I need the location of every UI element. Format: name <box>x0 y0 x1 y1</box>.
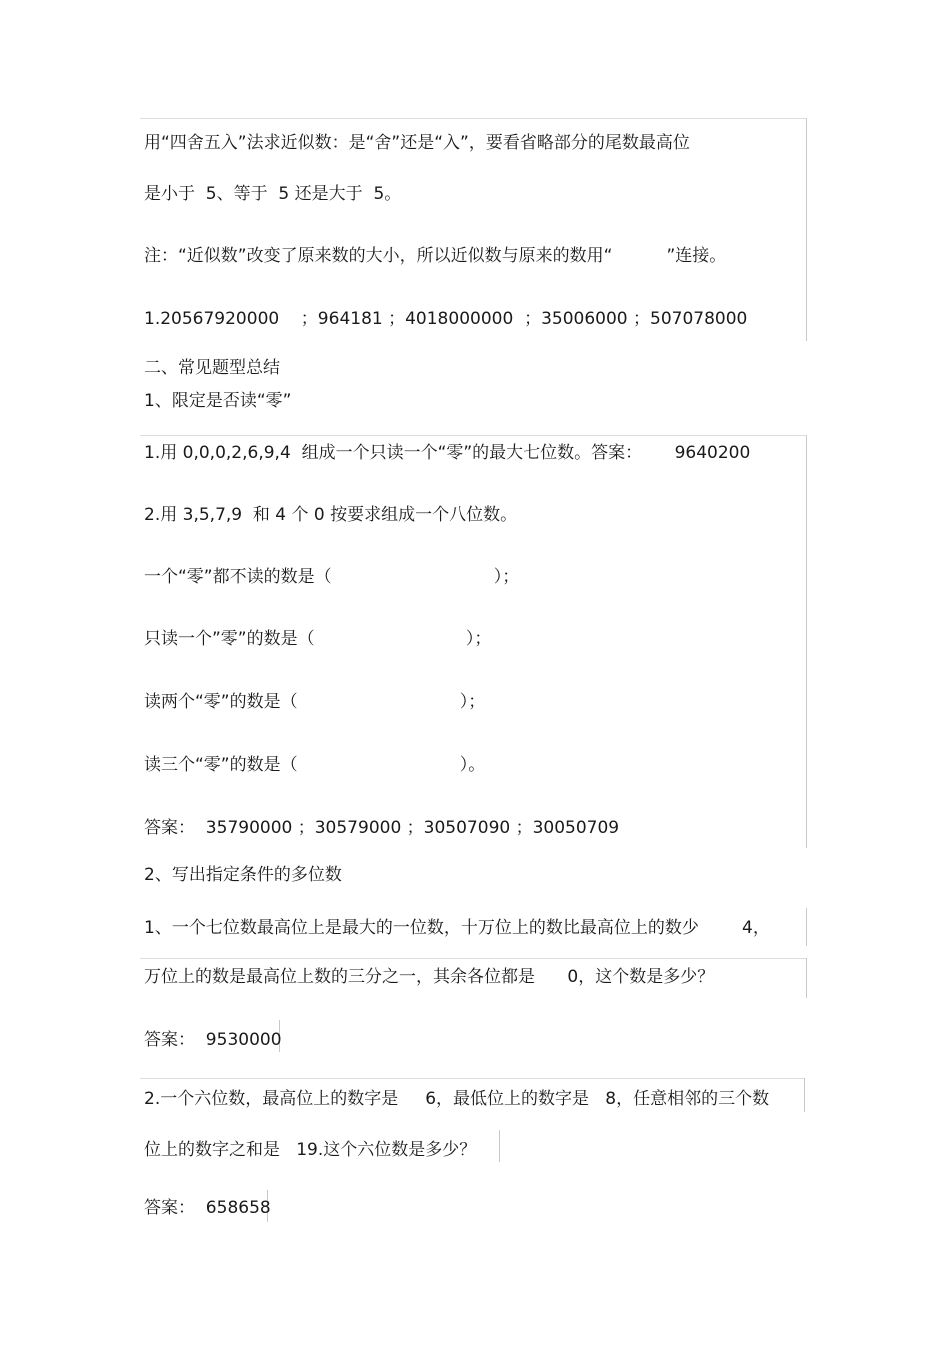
question-2: 2.用 3,5,7,9 和 4 个 0 按要求组成一个八位数。 <box>144 505 518 525</box>
frame-rule-p2a <box>804 1078 805 1112</box>
problem-1-line1: 1、一个七位数最高位上是最大的一位数，十万位上的数比最高位上的数少 4， <box>144 918 770 938</box>
blank-no-zero: 一个“零”都不读的数是（ ）； <box>144 567 520 587</box>
frame-rule-p2b <box>140 1078 804 1079</box>
problem-2-line1: 2.一个六位数，最高位上的数字是 6，最低位上的数字是 8，任意相邻的三个数 <box>144 1089 770 1109</box>
frame-rule-p1b <box>806 958 807 998</box>
example-numbers: 1.20567920000 ；964181 ；4018000000 ；35006000 ；507078000 <box>144 309 748 329</box>
rounding-rule-line1: 用“四舍五入”法求近似数：是“舍”还是“入”，要看省略部分的尾数最高位 <box>144 133 690 153</box>
problem-1-line2: 万位上的数是最高位上数的三分之一，其余各位都是 0，这个数是多少？ <box>144 967 715 987</box>
blank-one-zero: 只读一个”零”的数是（ ）； <box>144 629 492 649</box>
frame-rule-p1a <box>806 908 807 946</box>
subsection-read-zero: 1、限定是否读“零” <box>144 391 292 411</box>
rounding-rule-line2: 是小于 5、等于 5 还是大于 5。 <box>144 184 402 204</box>
frame-rule-p1c <box>140 958 806 959</box>
section-heading: 二、常见题型总结 <box>144 358 280 378</box>
approximation-note: 注：“近似数”改变了原来数的大小，所以近似数与原来的数用“ ”连接。 <box>144 246 727 266</box>
answer-question-2: 答案： 35790000 ；30579000 ；30507090 ；30050709 <box>144 818 620 838</box>
blank-two-zeros: 读两个“零”的数是（ ）； <box>144 692 486 712</box>
frame-rule-p2c <box>499 1130 500 1162</box>
blank-three-zeros: 读三个“零”的数是（ ）。 <box>144 755 486 775</box>
question-1: 1.用 0,0,0,2,6,9,4 组成一个只读一个“零”的最大七位数。答案： 9640200 <box>144 443 751 463</box>
problem-2-line2: 位上的数字之和是 19.这个六位数是多少？ <box>144 1140 477 1160</box>
subsection-multi-digit: 2、写出指定条件的多位数 <box>144 865 342 885</box>
problem-2-answer: 答案： 658658 <box>144 1198 271 1218</box>
problem-1-answer: 答案： 9530000 <box>144 1030 282 1050</box>
